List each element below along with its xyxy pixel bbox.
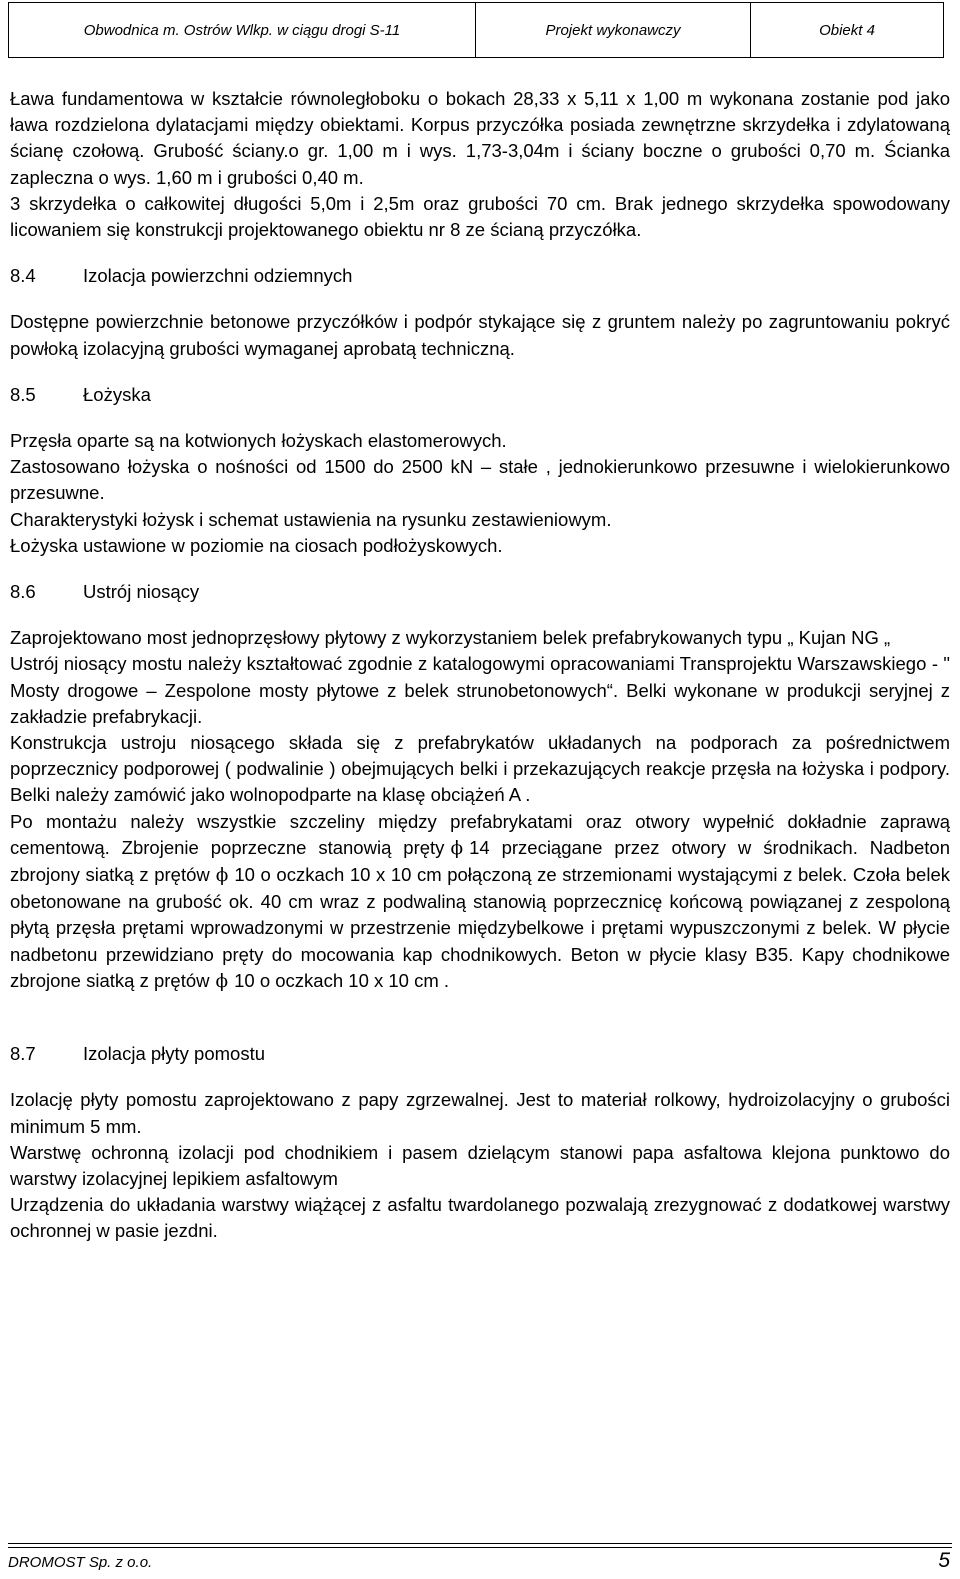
header-project: Projekt wykonawczy bbox=[476, 3, 751, 57]
section-title: Łożyska bbox=[83, 383, 151, 405]
s85-paragraph-1: Przęsła oparte są na kotwionych łożyskach elastomerowych. bbox=[10, 430, 507, 452]
s86-paragraph-1: Zaprojektowano most jednoprzęsłowy płytowy z wykorzystaniem belek prefabrykowanych typu „ Kujan NG „ bbox=[10, 627, 891, 649]
section-heading-8-7 bbox=[10, 1041, 950, 1067]
section-number: 8.6 bbox=[10, 581, 36, 603]
phi-symbol: ϕ bbox=[215, 970, 229, 992]
s86-p4-part-c: 10 o oczkach 10 x 10 cm połączoną ze strzemionami wystającymi z belek. Czoła belek obetonowane na grubość ok. 40 cm wraz z podwaliną stanowią poprzecznicę końcową powiązanej z zespoloną płytą przęsła prętami wprowadzonymi w przestrzenie międzybelkowe i prętami wypuszczonymi z belek. W płycie nadbetonu przewidziano pręty do mocowania kap chodnikowych. Beton w płycie klasy B35. Kapy chodnikowe zbrojone siatką z prętów bbox=[10, 864, 950, 991]
intro-paragraph-1: Ława fundamentowa w kształcie równoległoboku o bokach 28,33 x 5,11 x 1,00 m wykonana zostanie pod jako ława rozdzielona dylatacjami między obiektami. Korpus przyczółka posiada zewnętrzne skrzydełka i zdylatowaną ścianę czołową. Grubość ściany.o gr. 1,00 m i wys. 1,73-3,04m i ściany boczne o grubości 0,70 m. Ścianka zapleczna o wys. 1,60 m i grubości 0,40 m. bbox=[10, 88, 950, 188]
section-title: Ustrój niosący bbox=[83, 581, 200, 603]
s85-paragraph-2: Zastosowano łożyska o nośności od 1500 do 2500 kN – stałe , jednokierunkowo przesuwne i wielokierunkowo przesuwne. bbox=[10, 456, 950, 504]
phi-symbol: ϕ bbox=[215, 865, 229, 887]
s87-paragraph-3: Urządzenia do układania warstwy wiążącej z asfaltu twardolanego pozwalają zrezygnować z dodatkowej warstwy ochronnej w pasie jezdni. bbox=[10, 1194, 950, 1242]
phi-symbol: ϕ bbox=[450, 837, 464, 859]
s86-paragraph-4 bbox=[10, 809, 950, 995]
s86-p4-part-a: Po montażu należy wszystkie szczeliny między prefabrykatami oraz otwory wypełnić dokładnie zaprawą cementową. Zbrojenie poprzeczne stanowią pręty bbox=[10, 810, 950, 858]
section-number: 8.4 bbox=[10, 265, 36, 287]
s86-p4-part-d: 10 o oczkach 10 x 10 cm . bbox=[234, 969, 450, 991]
section-heading-8-5 bbox=[10, 382, 950, 408]
footer-divider bbox=[8, 1543, 952, 1544]
section-number: 8.5 bbox=[10, 383, 36, 405]
section-number: 8.7 bbox=[10, 1043, 36, 1065]
section-title: Izolacja powierzchni odziemnych bbox=[83, 265, 353, 287]
page-number: 5 bbox=[938, 1549, 950, 1572]
document-body bbox=[10, 86, 950, 1245]
header-title: Obwodnica m. Ostrów Wlkp. w ciągu drogi S-11 bbox=[9, 3, 476, 57]
section-heading-8-4 bbox=[10, 263, 950, 289]
section-heading-8-6 bbox=[10, 579, 950, 605]
s87-paragraph-2: Warstwę ochronną izolacji pod chodnikiem i pasem dzielącym stanowi papa asfaltowa klejona punktowo do warstwy izolacyjnej lepikiem asfaltowym bbox=[10, 1141, 950, 1189]
s87-paragraph-1: Izolację płyty pomostu zaprojektowano z papy zgrzewalnej. Jest to materiał rolkowy, hydroizolacyjny o grubości minimum 5 mm. bbox=[10, 1089, 950, 1137]
footer-divider bbox=[8, 1547, 952, 1548]
intro-paragraph-2: 3 skrzydełka o całkowitej długości 5,0m i 2,5m oraz grubości 70 cm. Brak jednego skrzydełka spowodowany licowaniem się konstrukcji projektowanego obiektu nr 8 ze ścianą przyczółka. bbox=[10, 192, 950, 241]
s86-paragraph-3: Konstrukcja ustroju niosącego składa się z prefabrykatów układanych na podporach za pośrednictwem poprzecznicy podporowej ( podwalinie ) obejmujących belki i przekazujących reakcje przęsła na łożyska i podpory. Belki należy zamówić jako wolnopodparte na klasę obciążeń A . bbox=[10, 732, 950, 806]
s84-paragraph-1: Dostępne powierzchnie betonowe przyczółków i podpór stykające się z gruntem należy po zagruntowaniu pokryć powłoką izolacyjną grubości wymaganej aprobatą techniczną. bbox=[10, 311, 950, 359]
s86-paragraph-2: Ustrój niosący mostu należy kształtować zgodnie z katalogowymi opracowaniami Transprojektu Warszawskiego - " Mosty drogowe – Zespolone mosty płytowe z belek strunobetonowych“. Belki wykonane w produkcji seryjnej z zakładzie prefabrykacji. bbox=[10, 653, 950, 727]
header-object: Obiekt 4 bbox=[819, 21, 875, 39]
s85-paragraph-4: Łożyska ustawione w poziomie na ciosach podłożyskowych. bbox=[10, 534, 503, 556]
s85-paragraph-3: Charakterystyki łożysk i schemat ustawienia na rysunku zestawieniowym. bbox=[10, 508, 612, 530]
section-title: Izolacja płyty pomostu bbox=[83, 1043, 266, 1065]
page-header bbox=[8, 2, 944, 58]
s86-p4-part-b: 14 przeciągane przez otwory w środnikach. Nadbeton zbrojony siatką z prętów bbox=[10, 836, 951, 886]
footer-company: DROMOST Sp. z o.o. bbox=[8, 1554, 153, 1571]
